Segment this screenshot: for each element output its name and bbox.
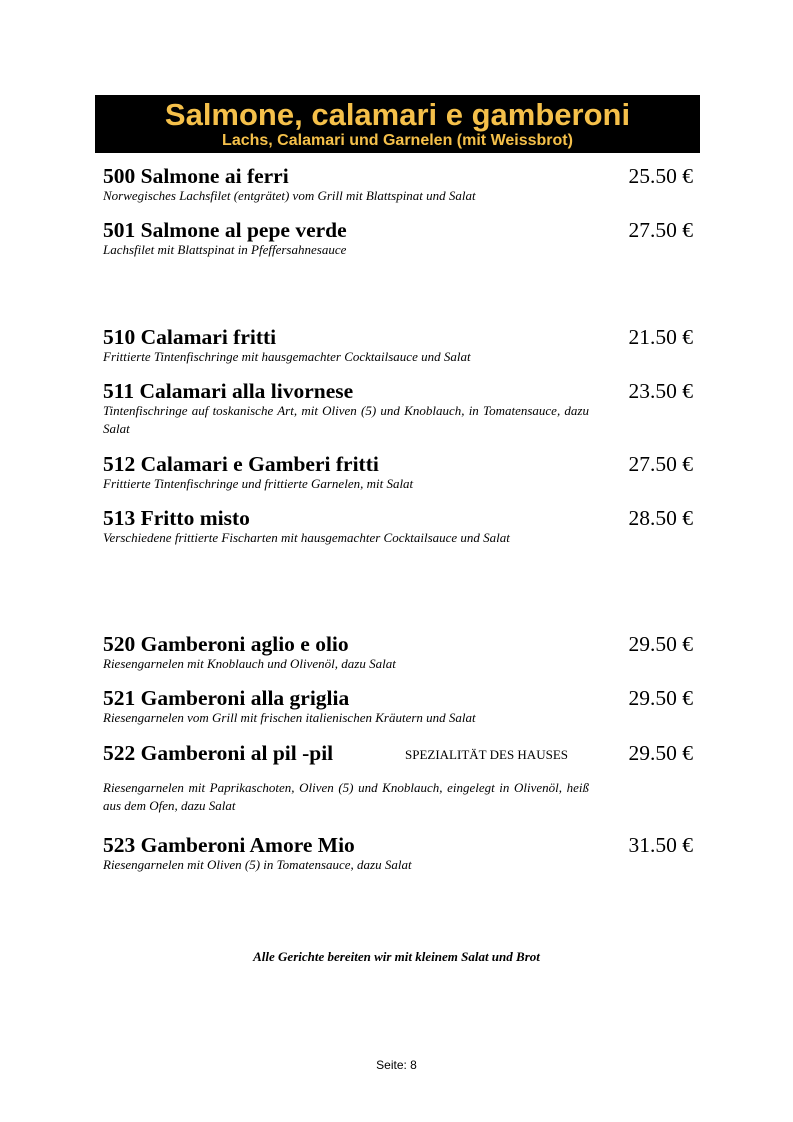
page-number: Seite: 8 [376, 1058, 417, 1072]
menu-item-520 [103, 632, 693, 673]
section-title: Salmone, calamari e gamberoni [164, 97, 631, 132]
menu-item-523 [103, 833, 693, 874]
item-name: 522 Gamberoni al pil -pil [103, 741, 334, 765]
item-description: Frittierte Tintenfischringe und frittierte Garnelen, mit Salat [103, 476, 414, 491]
item-price: 29.50 € [628, 686, 693, 710]
item-description: Riesengarnelen mit Knoblauch und Olivenöl, dazu Salat [103, 656, 396, 671]
section-header [95, 95, 700, 153]
item-description: Riesengarnelen mit Oliven (5) in Tomatensauce, dazu Salat [103, 857, 412, 872]
item-name: 521 Gamberoni alla griglia [103, 686, 350, 710]
item-price: 31.50 € [628, 833, 693, 857]
item-description: Frittierte Tintenfischringe mit hausgemachter Cocktailsauce und Salat [103, 349, 471, 364]
item-name: 513 Fritto misto [103, 506, 250, 530]
item-description: Norwegisches Lachsfilet (entgrätet) vom Grill mit Blattspinat und Salat [103, 188, 476, 203]
menu-item-522 [103, 741, 693, 815]
menu-item-500 [103, 164, 693, 205]
item-price: 29.50 € [628, 632, 693, 656]
item-price: 28.50 € [628, 506, 693, 530]
menu-item-521 [103, 686, 693, 727]
item-price: 27.50 € [628, 452, 693, 476]
section-subtitle: Lachs, Calamari und Garnelen (mit Weissbrot) [222, 132, 573, 149]
item-price: 25.50 € [628, 164, 693, 188]
item-name: 510 Calamari fritti [103, 325, 277, 349]
item-price: 23.50 € [628, 379, 693, 403]
item-description: Verschiedene frittierte Fischarten mit hausgemachter Cocktailsauce und Salat [103, 530, 510, 545]
menu-item-511 [103, 379, 693, 438]
menu-item-513 [103, 506, 693, 547]
menu-item-510 [103, 325, 693, 366]
item-name: 520 Gamberoni aglio e olio [103, 632, 349, 656]
item-name: 501 Salmone al pepe verde [103, 218, 347, 242]
item-description: Tintenfischringe auf toskanische Art, mit Oliven (5) und Knoblauch, in Tomatensauce, dazu Salat [103, 403, 589, 436]
house-specialty-label: SPEZIALITÄT DES HAUSES [405, 747, 568, 762]
menu-item-501 [103, 218, 693, 259]
item-description: Riesengarnelen mit Paprikaschoten, Oliven (5) und Knoblauch, eingelegt in Olivenöl, heiß aus dem Ofen, dazu Salat [103, 780, 589, 813]
item-description: Lachsfilet mit Blattspinat in Pfeffersahnesauce [103, 242, 347, 257]
item-name: 523 Gamberoni Amore Mio [103, 833, 355, 857]
item-name: 500 Salmone ai ferri [103, 164, 289, 188]
item-name: 512 Calamari e Gamberi fritti [103, 452, 379, 476]
item-description: Riesengarnelen vom Grill mit frischen italienischen Kräutern und Salat [103, 710, 476, 725]
item-name: 511 Calamari alla livornese [103, 379, 354, 403]
menu-item-512 [103, 452, 693, 493]
item-price: 29.50 € [628, 741, 693, 765]
item-price: 27.50 € [628, 218, 693, 242]
footer-note: Alle Gerichte bereiten wir mit kleinem Salat und Brot [253, 949, 540, 964]
item-price: 21.50 € [628, 325, 693, 349]
